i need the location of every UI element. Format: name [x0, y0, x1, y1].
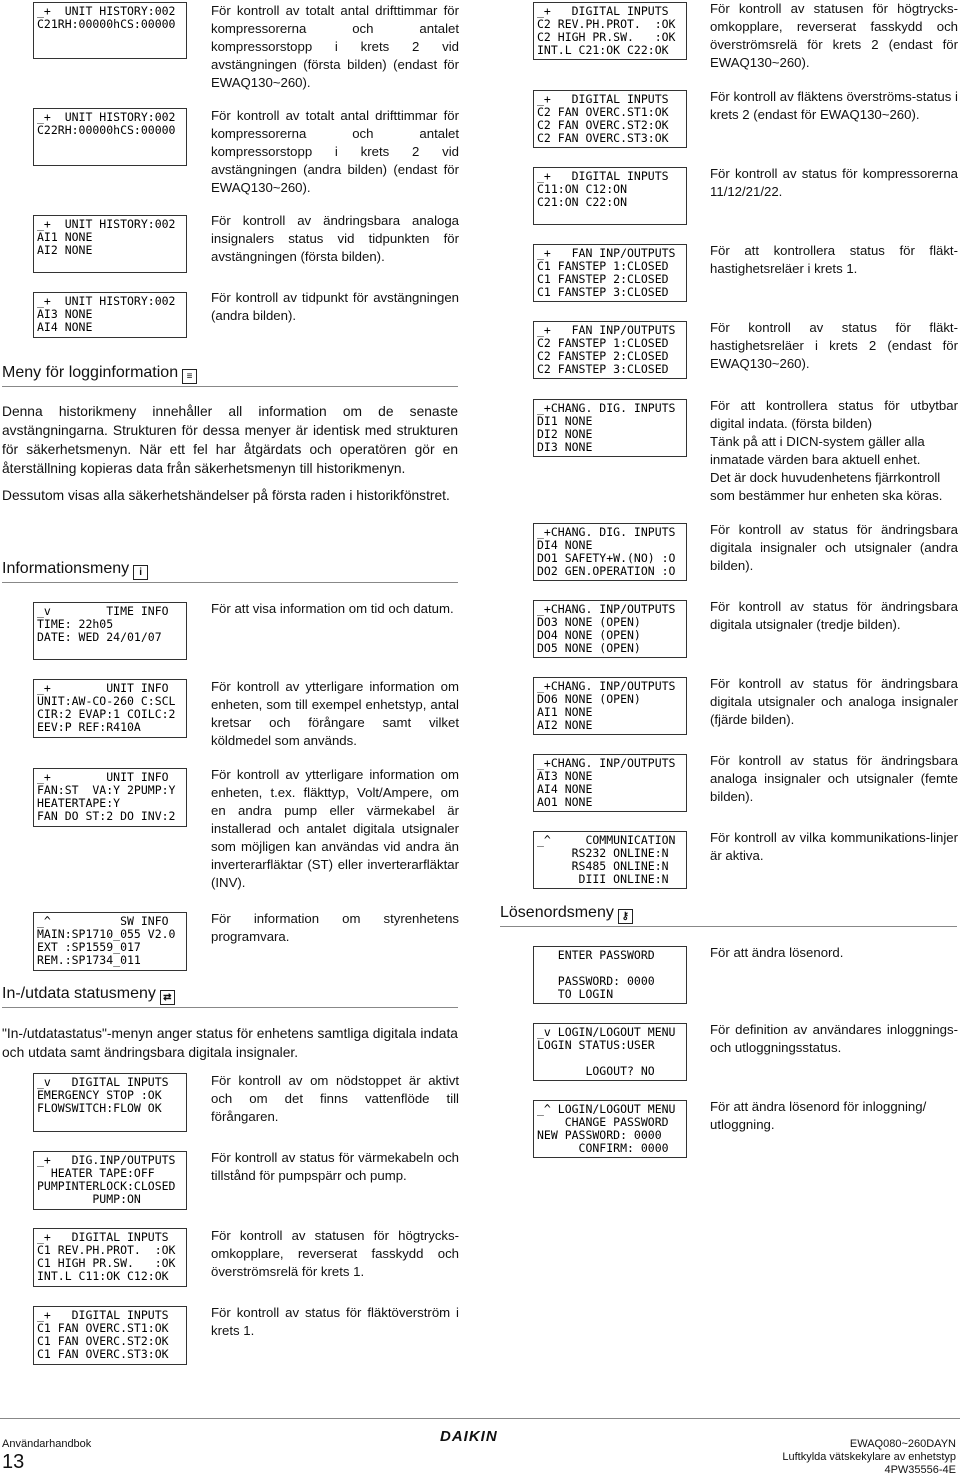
footer-subtitle: Luftkylda vätskekylare av enhetstyp — [782, 1451, 956, 1463]
lcd-chang-inp-outputs-5: _+CHANG. INP/OUTPUTS AI3 NONE AI4 NONE AO1 NONE — [533, 754, 687, 812]
desc-chang-dig-inputs-2: För kontroll av status för ändringsbara digitala insignaler och utsignaler (andra bilden). — [710, 522, 958, 573]
key-icon: ⚷ — [618, 909, 633, 924]
lcd-chang-inp-outputs-3: _+CHANG. INP/OUTPUTS DO3 NONE (OPEN) DO4 NONE (OPEN) DO5 NONE (OPEN) — [533, 600, 687, 658]
log-menu-text: Denna historikmeny innehåller all information om de senaste avstängningarna. Strukturen för dessa menyer är identisk med strukturen för säkerhetsmenyn. När ett fel har åtgärdats och operatören gör en återställning kopieras data från säkerhetsmenyn till historikmenyn. Dessutom visas alla säkerhetshändelser på första raden i historikfönstret. — [2, 404, 458, 503]
lcd-time-info: _v TIME INFO TIME: 22h05 DATE: WED 24/01/07 — [33, 602, 187, 660]
lcd-communication: _^ COMMUNICATION RS232 ONLINE:N RS485 ONLINE:N DIII ONLINE:N — [533, 831, 687, 889]
lcd-unit-info-1: _+ UNIT INFO UNIT:AW-CO-260 C:SCL CIR:2 EVAP:1 COILC:2 EEV:P REF:R410A — [33, 679, 187, 738]
lcd-unit-history-3: _+ UNIT HISTORY:002 AI1 NONE AI2 NONE — [33, 215, 187, 273]
lcd-digital-inputs-c1-fan: _+ DIGITAL INPUTS C1 FAN OVERC.ST1:OK C1 FAN OVERC.ST2:OK C1 FAN OVERC.ST3:OK — [33, 1306, 187, 1365]
desc-chang-inp-outputs-4: För kontroll av status för ändringsbara digitala utsignaler och analoga insignaler (fjärde bilden). — [710, 676, 958, 727]
desc-unit-history-2: För kontroll av totalt antal drifttimmar för kompressorerna och antalet kompressorstopp i krets 2 vid avstängningen (andra bilden) (endast för EWAQ130~260). — [211, 108, 459, 195]
lcd-sw-info: _^ SW INFO MAIN:SP1710_055 V2.0 EXT :SP1559_017 REM.:SP1734_011 — [33, 912, 187, 971]
lcd-chang-dig-inputs-1: _+CHANG. DIG. INPUTS DI1 NONE DI2 NONE DI3 NONE — [533, 399, 687, 457]
desc-unit-info-2: För kontroll av ytterligare information om enheten, t.ex. fläkttyp, Volt/Ampere, om en andra pump eller värmekabel är installerad och antalet digitala utsignaler som möjligen kan användas vid andra än inverterarfläktar (ST) eller inverterarfläktar (INV). — [211, 767, 459, 890]
footer-model: EWAQ080~260DAYN — [849, 1438, 956, 1450]
desc-login-logout-1: För definition av användares inloggnings- och utloggningsstatus. — [710, 1022, 958, 1055]
lcd-digital-inputs-c2: _+ DIGITAL INPUTS C2 REV.PH.PROT. :OK C2 HIGH PR.SW. :OK INT.L C21:OK C22:OK — [533, 2, 687, 60]
desc-unit-history-1: För kontroll av totalt antal drifttimmar för kompressorerna och antalet kompressorstopp i krets 2 vid avstängningen (första bilden) (endast för EWAQ130~260). — [211, 3, 459, 90]
lcd-dig-inp-outputs: _+ DIG.INP/OUTPUTS HEATER TAPE:OFF PUMPINTERLOCK:CLOSED PUMP:ON — [33, 1151, 187, 1210]
lcd-unit-info-2: _+ UNIT INFO FAN:ST VA:Y 2PUMP:Y HEATERTAPE:Y FAN DO ST:2 DO INV:2 — [33, 768, 187, 827]
desc-login-logout-2: För att ändra lösenord för inloggning/ utloggning. — [710, 1099, 927, 1132]
lcd-fan-inp-outputs-c1: _+ FAN INP/OUTPUTS C1 FANSTEP 1:CLOSED C1 FANSTEP 2:CLOSED C1 FANSTEP 3:CLOSED — [533, 244, 687, 302]
lcd-unit-history-4: _+ UNIT HISTORY:002 AI3 NONE AI4 NONE — [33, 292, 187, 338]
desc-dig-inp-outputs: För kontroll av status för värmekabeln och tillstånd för pumpspärr och pump. — [211, 1150, 459, 1183]
desc-digital-inputs-c1-fan: För kontroll av status för fläktöverström i krets 1. — [211, 1305, 459, 1338]
footer-page-number: 13 — [2, 1451, 25, 1473]
lcd-digital-inputs-emergency: _v DIGITAL INPUTS EMERGENCY STOP :OK FLOWSWITCH:FLOW OK — [33, 1073, 187, 1132]
desc-digital-inputs-emergency: För kontroll av om nödstoppet är aktivt och om det finns vattenflöde till förångaren. — [211, 1073, 459, 1124]
desc-chang-inp-outputs-3: För kontroll av status för ändringsbara digitala utsignaler (tredje bilden). — [710, 599, 958, 632]
lcd-login-logout-2: _^ LOGIN/LOGOUT MENU CHANGE PASSWORD NEW PASSWORD: 0000 CONFIRM: 0000 — [533, 1100, 687, 1158]
io-menu-heading: In-/utdata statusmeny ⇄ — [2, 984, 458, 1008]
footer-model-info — [782, 1438, 956, 1477]
log-menu-icon: ≡ — [182, 369, 197, 384]
io-menu-text: "In-/utdatastatus"-menyn anger status för enhetens samtliga digitala indata och utdata samt ändringsbara digitala insignaler. — [2, 1026, 458, 1060]
lcd-login-logout-1: _v LOGIN/LOGOUT MENU LOGIN STATUS:USER LOGOUT? NO — [533, 1023, 687, 1081]
info-icon: i — [133, 565, 148, 580]
io-status-icon: ⇄ — [160, 990, 175, 1005]
desc-digital-inputs-c1: För kontroll av statusen för högtrycks-omkopplare, reverserat fasskydd och överströmsrelä för krets 1. — [211, 1228, 459, 1279]
lcd-unit-history-2: _+ UNIT HISTORY:002 C22RH:00000hCS:00000 — [33, 108, 187, 166]
password-menu-heading: Lösenordsmeny ⚷ — [500, 903, 957, 927]
lcd-enter-password: ENTER PASSWORD PASSWORD: 0000 TO LOGIN — [533, 946, 687, 1004]
lcd-digital-inputs-c1: _+ DIGITAL INPUTS C1 REV.PH.PROT. :OK C1 HIGH PR.SW. :OK INT.L C11:OK C12:OK — [33, 1228, 187, 1287]
log-menu-heading: Meny för logginformation ≡ — [2, 363, 458, 387]
desc-digital-inputs-compressors: För kontroll av status för kompressorerna 11/12/21/22. — [710, 166, 958, 199]
desc-digital-inputs-c2-fan: För kontroll av fläktens överströms-status i krets 2 (endast för EWAQ130~260). — [710, 89, 958, 122]
desc-fan-inp-outputs-c1: För att kontrollera status för fläkt-hastighetsreläer i krets 1. — [710, 243, 958, 276]
desc-enter-password: För att ändra lösenord. — [710, 945, 844, 960]
lcd-fan-inp-outputs-c2: _+ FAN INP/OUTPUTS C2 FANSTEP 1:CLOSED C2 FANSTEP 2:CLOSED C2 FANSTEP 3:CLOSED — [533, 321, 687, 379]
desc-communication: För kontroll av vilka kommunikations-linjer är aktiva. — [710, 830, 958, 863]
desc-unit-info-1: För kontroll av ytterligare information om enheten, som till exempel enhetstyp, antal kretsar och förångare samt vilket köldmedel som används. — [211, 679, 459, 748]
desc-time-info: För att visa information om tid och datum. — [211, 601, 454, 616]
desc-fan-inp-outputs-c2: För kontroll av status för fläkt-hastighetsreläer i krets 2 (endast för EWAQ130~260). — [710, 320, 958, 371]
lcd-unit-history-1: _+ UNIT HISTORY:002 C21RH:00000hCS:00000 — [33, 2, 187, 59]
lcd-chang-dig-inputs-2: _+CHANG. DIG. INPUTS DI4 NONE DO1 SAFETY+W.(NO) :O DO2 GEN.OPERATION :O — [533, 523, 687, 581]
desc-unit-history-4: För kontroll av tidpunkt för avstängningen (andra bilden). — [211, 290, 459, 323]
lcd-digital-inputs-c2-fan: _+ DIGITAL INPUTS C2 FAN OVERC.ST1:OK C2 FAN OVERC.ST2:OK C2 FAN OVERC.ST3:OK — [533, 90, 687, 148]
desc-chang-inp-outputs-5: För kontroll av status för ändringsbara analoga insignaler och utsignaler (femte bilden). — [710, 753, 958, 804]
info-menu-heading: Informationsmeny i — [2, 559, 458, 583]
footer-divider — [0, 1418, 960, 1419]
footer-manual-name: Användarhandbok — [2, 1438, 92, 1450]
lcd-chang-inp-outputs-4: _+CHANG. INP/OUTPUTS DO6 NONE (OPEN) AI1 NONE AI2 NONE — [533, 677, 687, 735]
lcd-digital-inputs-compressors: _+ DIGITAL INPUTS C11:ON C12:ON C21:ON C22:ON — [533, 167, 687, 225]
desc-unit-history-3: För kontroll av ändringsbara analoga insignalers status vid tidpunkten för avstängningen (första bilden). — [211, 213, 459, 264]
desc-digital-inputs-c2: För kontroll av statusen för högtrycks-omkopplare, reverserat fasskydd och överströmsrelä för krets 2 (endast för EWAQ130~260). — [710, 1, 958, 70]
desc-sw-info: För information om styrenhetens programvara. — [211, 911, 459, 944]
daikin-logo: DAIKIN — [440, 1428, 498, 1445]
desc-chang-dig-inputs-1: För att kontrollera status för utbytbar digital indata. (första bilden) Tänk på att i DICN-system gäller alla inmatade värden bara aktuell enhet. Det är dock huvudenhetens fjärrkontroll som bestämmer hur enheten ska köras. — [710, 398, 958, 503]
footer-code: 4PW35556-4E — [884, 1464, 956, 1476]
